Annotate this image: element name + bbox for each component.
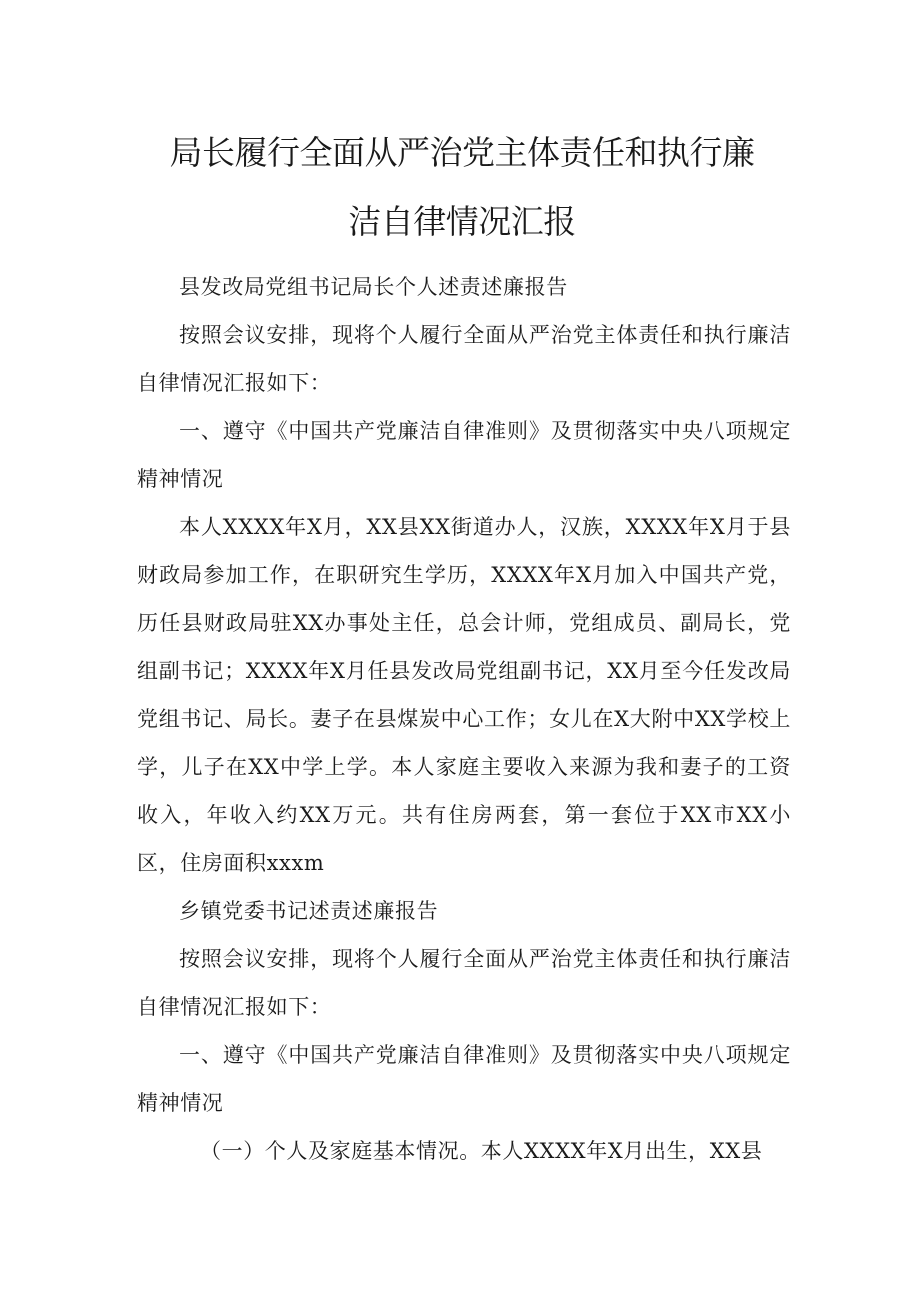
paragraph-section-heading-2: 一、遵守《中国共产党廉洁自律准则》及贯彻落实中央八项规定精神情况 <box>137 1043 791 1115</box>
document-title-line-1: 局长履行全面从严治党主体责任和执行廉 <box>169 133 755 172</box>
paragraph-second-report-title: 乡镇党委书记述责述廉报告 <box>179 899 439 923</box>
paragraph-subsection: （一）个人及家庭基本情况。本人XXXX年X月出生，XX县 <box>200 1139 763 1163</box>
paragraph-intro: 按照会议安排，现将个人履行全面从严治党主体责任和执行廉洁自律情况汇报如下： <box>137 323 791 395</box>
document-body <box>137 263 791 1175</box>
paragraph-intro-2: 按照会议安排，现将个人履行全面从严治党主体责任和执行廉洁自律情况汇报如下： <box>137 947 791 1019</box>
paragraph-section-heading: 一、遵守《中国共产党廉洁自律准则》及贯彻落实中央八项规定精神情况 <box>137 419 791 491</box>
paragraph-personal-info: 本人XXXX年X月，XX县XX街道办人，汉族，XXXX年X月于县财政局参加工作，在职研究生学历，XXXX年X月加入中国共产党，历任县财政局驻XX办事处主任，总会计师，党组成员、副局长，党组副书记；XXXX年X月任县发改局党组副书记，XX月至今任发改局党组书记、局长。妻子在县煤炭中心工作；女儿在X大附中XX学校上学，儿子在XX中学上学。本人家庭主要收入来源为我和妻子的工资收入，年收入约XX万元。共有住房两套，第一套位于XX市XX小区，住房面积xxxm <box>137 515 791 875</box>
paragraph-subtitle: 县发改局党组书记局长个人述责述廉报告 <box>179 275 568 299</box>
document-title-line-2: 洁自律情况汇报 <box>348 202 576 241</box>
